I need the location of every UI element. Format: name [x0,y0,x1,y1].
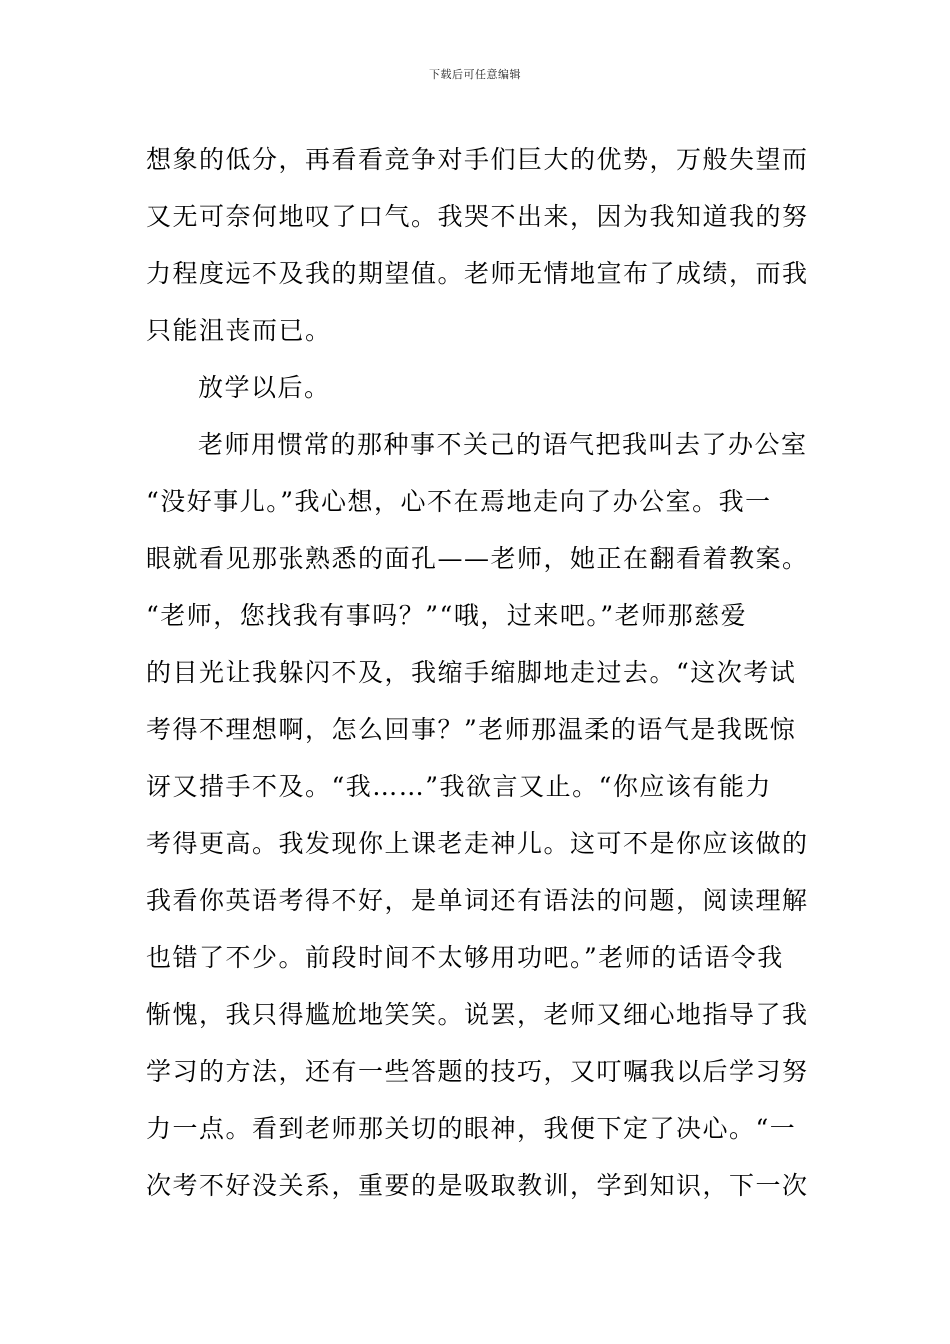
text-line: 也错了不少。前段时间不太够用功吧。”老师的话语令我 [146,943,784,972]
text-line: 次考不好没关系，重要的是吸取教训，学到知识，下一次 [146,1171,809,1200]
text-line: 想象的低分，再看看竞争对手们巨大的优势，万般失望而 [146,145,809,174]
text-line: 考得不理想啊，怎么回事？”老师那温柔的语气是我既惊 [146,715,797,744]
text-line: 只能沮丧而已。 [146,316,332,345]
text-line: 又无可奈何地叹了口气。我哭不出来，因为我知道我的努 [146,202,809,231]
text-line: 我看你英语考得不好，是单词还有语法的问题，阅读理解 [146,886,809,915]
text-line: 的目光让我躲闪不及，我缩手缩脚地走过去。“这次考试 [146,658,797,687]
text-line: 老师用惯常的那种事不关己的语气把我叫去了办公室 [198,430,808,459]
text-line: 学习的方法，还有一些答题的技巧，又叮嘱我以后学习努 [146,1057,809,1086]
text-line: 放学以后。 [198,373,331,402]
page-header: 下载后可任意编辑 [429,68,521,81]
text-line: 讶又措手不及。“我……”我欲言又止。“你应该有能力 [146,772,772,801]
text-line: 考得更高。我发现你上课老走神儿。这可不是你应该做的 [146,829,809,858]
body-text [146,131,810,1214]
text-line: 力程度远不及我的期望值。老师无情地宣布了成绩，而我 [146,259,809,288]
text-line: “老师，您找我有事吗？”“哦，过来吧。”老师那慈爱 [146,601,748,630]
text-line: 眼就看见那张熟悉的面孔——老师，她正在翻看着教案。 [146,544,809,573]
text-line: 力一点。看到老师那关切的眼神，我便下定了决心。“一 [146,1114,797,1143]
text-line: 惭愧，我只得尴尬地笑笑。说罢，老师又细心地指导了我 [146,1000,809,1029]
text-line: “没好事儿。”我心想，心不在焉地走向了办公室。我一 [146,487,772,516]
